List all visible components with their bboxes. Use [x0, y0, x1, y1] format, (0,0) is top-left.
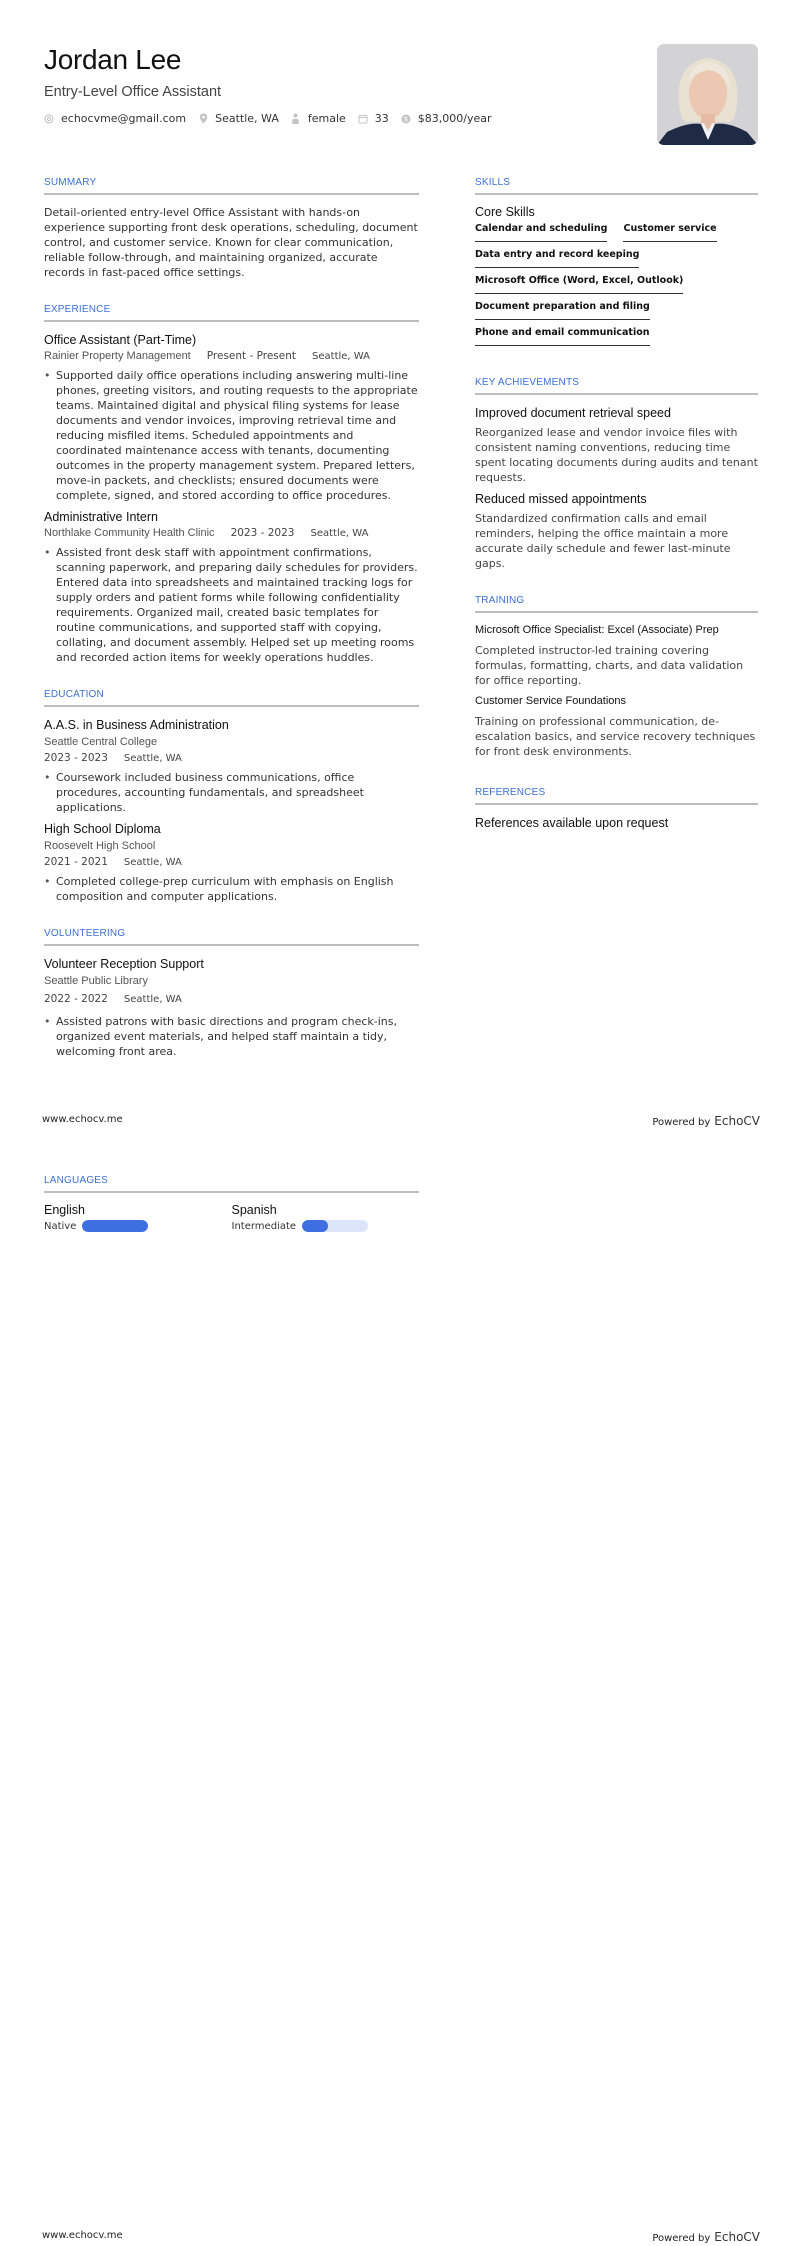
summary-section: [44, 177, 419, 280]
page-footer: [42, 1114, 760, 1128]
page-footer: [42, 2230, 760, 2244]
location-pin-icon: [198, 114, 208, 124]
languages-list: [44, 1203, 419, 1232]
achievements-section: [475, 377, 758, 571]
volunteering-entry: [44, 956, 419, 1059]
languages-section: [44, 1175, 419, 1232]
candidate-title: Entry-Level Office Assistant: [44, 84, 222, 100]
skill-tag: Document preparation and filing: [475, 301, 650, 320]
education-meta: [44, 750, 419, 767]
experience-section: [44, 304, 419, 665]
section-heading-skills: SKILLS: [475, 177, 511, 188]
bullet-icon: •: [44, 875, 51, 888]
section-divider: [44, 944, 419, 946]
section-divider: [475, 393, 758, 395]
education-location: Seattle, WA: [123, 753, 182, 764]
achievement-title: Reduced missed appointments: [475, 492, 647, 506]
section-divider: [44, 320, 419, 322]
language-proficiency-bar: [302, 1220, 368, 1232]
references-text: References available upon request: [475, 816, 669, 830]
experience-entry: [44, 332, 419, 503]
training-title: Customer Service Foundations: [475, 695, 627, 707]
right-column: [475, 177, 758, 835]
resume-header: [44, 44, 644, 125]
degree-title: A.A.S. in Business Administration: [44, 718, 229, 732]
education-bullet: • Coursework included business communications, office procedures, accounting fundamentals, and spreadsheet applications.: [44, 771, 364, 814]
profile-photo: [657, 44, 758, 145]
footer-website-link[interactable]: www.echocv.me: [42, 1114, 123, 1125]
job-title: Administrative Intern: [44, 510, 158, 524]
achievement-title: Improved document retrieval speed: [475, 406, 671, 420]
education-entry: [44, 821, 419, 904]
language-item: [232, 1203, 420, 1232]
language-name: Spanish: [231, 1203, 277, 1217]
school-name: Seattle Central College: [44, 736, 158, 748]
salary-icon: [401, 114, 411, 124]
references-section: [475, 787, 758, 831]
section-heading-references: REFERENCES: [475, 787, 546, 798]
left-column: [44, 177, 419, 1065]
section-heading-volunteering: VOLUNTEERING: [44, 928, 126, 939]
bullet-icon: •: [44, 1015, 51, 1028]
skill-tag: Phone and email communication: [475, 327, 650, 346]
skill-tag: Data entry and record keeping: [475, 249, 639, 268]
section-divider: [475, 803, 758, 805]
volunteering-section: [44, 928, 419, 1059]
skill-tag: Microsoft Office (Word, Excel, Outlook): [475, 275, 683, 294]
skills-list: [475, 223, 758, 353]
skills-section: [475, 177, 758, 353]
section-heading-languages: LANGUAGES: [44, 1175, 109, 1186]
job-meta: [44, 525, 419, 542]
training-title: Microsoft Office Specialist: Excel (Associate) Prep: [475, 624, 719, 636]
section-heading-training: TRAINING: [475, 595, 525, 606]
section-heading-summary: SUMMARY: [44, 177, 97, 188]
contact-row: [44, 112, 644, 125]
job-bullet: • Supported daily office operations including answering multi-line phones, greeting visitors, and routing requests to the appropriate teams. Maintained digital and physical filing systems for lease documents and vendor invoices, improving retrieval time and reducing misfiled items. Scheduled appointments and coordinated maintenance access with tenants, documenting outcomes in the property management system. Prepared letters, move-in packets, and checklists; ensured documents were complete, signed, and stored according to office procedures.: [44, 369, 418, 502]
footer-website-link[interactable]: www.echocv.me: [42, 2230, 123, 2241]
achievement-text: Reorganized lease and vendor invoice files with consistent naming conventions, reducing time spent locating documents during audits and tenant requests.: [475, 426, 758, 484]
volunteer-bullet: • Assisted patrons with basic directions and program check-ins, organized event materials, and helped staff maintain a tidy, welcoming front area.: [44, 1015, 397, 1058]
language-name: English: [44, 1203, 85, 1217]
section-divider: [44, 193, 419, 195]
contact-email[interactable]: echocvme@gmail.com: [44, 112, 186, 125]
education-dates: 2023 - 2023: [44, 752, 108, 764]
skill-tag: Customer service: [623, 223, 716, 242]
volunteer-dates: 2022 - 2022: [44, 993, 108, 1005]
job-company: Northlake Community Health Clinic: [44, 527, 215, 539]
job-dates: Present - Present: [206, 350, 297, 362]
degree-title: High School Diploma: [44, 822, 161, 836]
bullet-icon: •: [44, 771, 51, 784]
job-meta: [44, 348, 419, 365]
education-meta: [44, 854, 419, 871]
section-divider: [44, 1191, 419, 1193]
job-bullet: • Assisted front desk staff with appointment confirmations, scanning paperwork, and preparing daily schedules for providers. Entered data into spreadsheets and maintained tracking logs for supply orders and patient forms while following confidentiality requirements. Organized mail, created basic templates for routine communications, and supported staff with copying, collating, and document assembly. Helped set up meeting rooms and recorded action items for weekly operations huddles.: [44, 546, 418, 664]
svg-text:$: $: [403, 115, 408, 123]
contact-salary: $ $83,000/year: [401, 112, 492, 125]
contact-location: Seattle, WA: [198, 112, 279, 125]
job-location: Seattle, WA: [310, 528, 369, 539]
job-company: Rainier Property Management: [44, 350, 191, 362]
section-divider: [475, 611, 758, 613]
summary-text: Detail-oriented entry-level Office Assistant with hands-on experience supporting front desk operations, scheduling, document control, and customer service. Known for clear communication, reliable follow-through, and maintaining organized, accurate records in fast-paced office settings.: [44, 206, 418, 279]
job-dates: 2023 - 2023: [230, 527, 295, 539]
bullet-icon: •: [44, 546, 51, 559]
volunteer-role: Volunteer Reception Support: [44, 957, 204, 971]
skill-tag: Calendar and scheduling: [475, 223, 607, 242]
language-item: [44, 1203, 232, 1232]
volunteer-location: Seattle, WA: [123, 994, 182, 1005]
education-section: [44, 689, 419, 904]
candidate-name: Jordan Lee: [44, 44, 182, 75]
section-heading-achievements: KEY ACHIEVEMENTS: [475, 377, 580, 388]
education-location: Seattle, WA: [123, 857, 182, 868]
volunteer-org: Seattle Public Library: [44, 975, 148, 987]
section-heading-experience: EXPERIENCE: [44, 304, 111, 315]
section-divider: [44, 705, 419, 707]
contact-gender: female: [291, 112, 346, 125]
footer-powered-by: Powered by EchoCV: [652, 1114, 760, 1128]
education-bullet: • Completed college-prep curriculum with emphasis on English composition and computer applications.: [44, 875, 394, 903]
calendar-icon: [358, 114, 368, 124]
training-text: Completed instructor-led training covering formulas, formatting, charts, and data validation for office reporting.: [475, 644, 744, 687]
training-text: Training on professional communication, de-escalation basics, and service recovery techniques for front desk environments.: [475, 715, 756, 758]
at-icon: [44, 114, 54, 124]
experience-entry: [44, 509, 419, 665]
school-name: Roosevelt High School: [44, 840, 156, 852]
footer-powered-by: Powered by EchoCV: [652, 2230, 760, 2244]
brand-logo: EchoCV: [714, 1114, 760, 1128]
person-icon: [291, 114, 301, 124]
training-section: [475, 595, 758, 759]
skill-group-title: Core Skills: [475, 205, 535, 219]
contact-age: 33: [358, 112, 389, 125]
education-dates: 2021 - 2021: [44, 856, 108, 868]
education-entry: [44, 717, 419, 815]
brand-logo: EchoCV: [714, 2230, 760, 2244]
job-location: Seattle, WA: [312, 351, 370, 362]
bullet-icon: •: [44, 369, 51, 382]
achievement-text: Standardized confirmation calls and email reminders, helping the office maintain a more accurate daily schedule and fewer last-minute gaps.: [475, 512, 731, 570]
language-level: Native: [44, 1220, 77, 1232]
language-proficiency-bar: [82, 1220, 148, 1232]
volunteer-meta: [44, 991, 419, 1008]
job-title: Office Assistant (Part-Time): [44, 333, 197, 347]
section-divider: [475, 193, 758, 195]
section-heading-education: EDUCATION: [44, 689, 104, 700]
language-level: Intermediate: [231, 1220, 297, 1232]
